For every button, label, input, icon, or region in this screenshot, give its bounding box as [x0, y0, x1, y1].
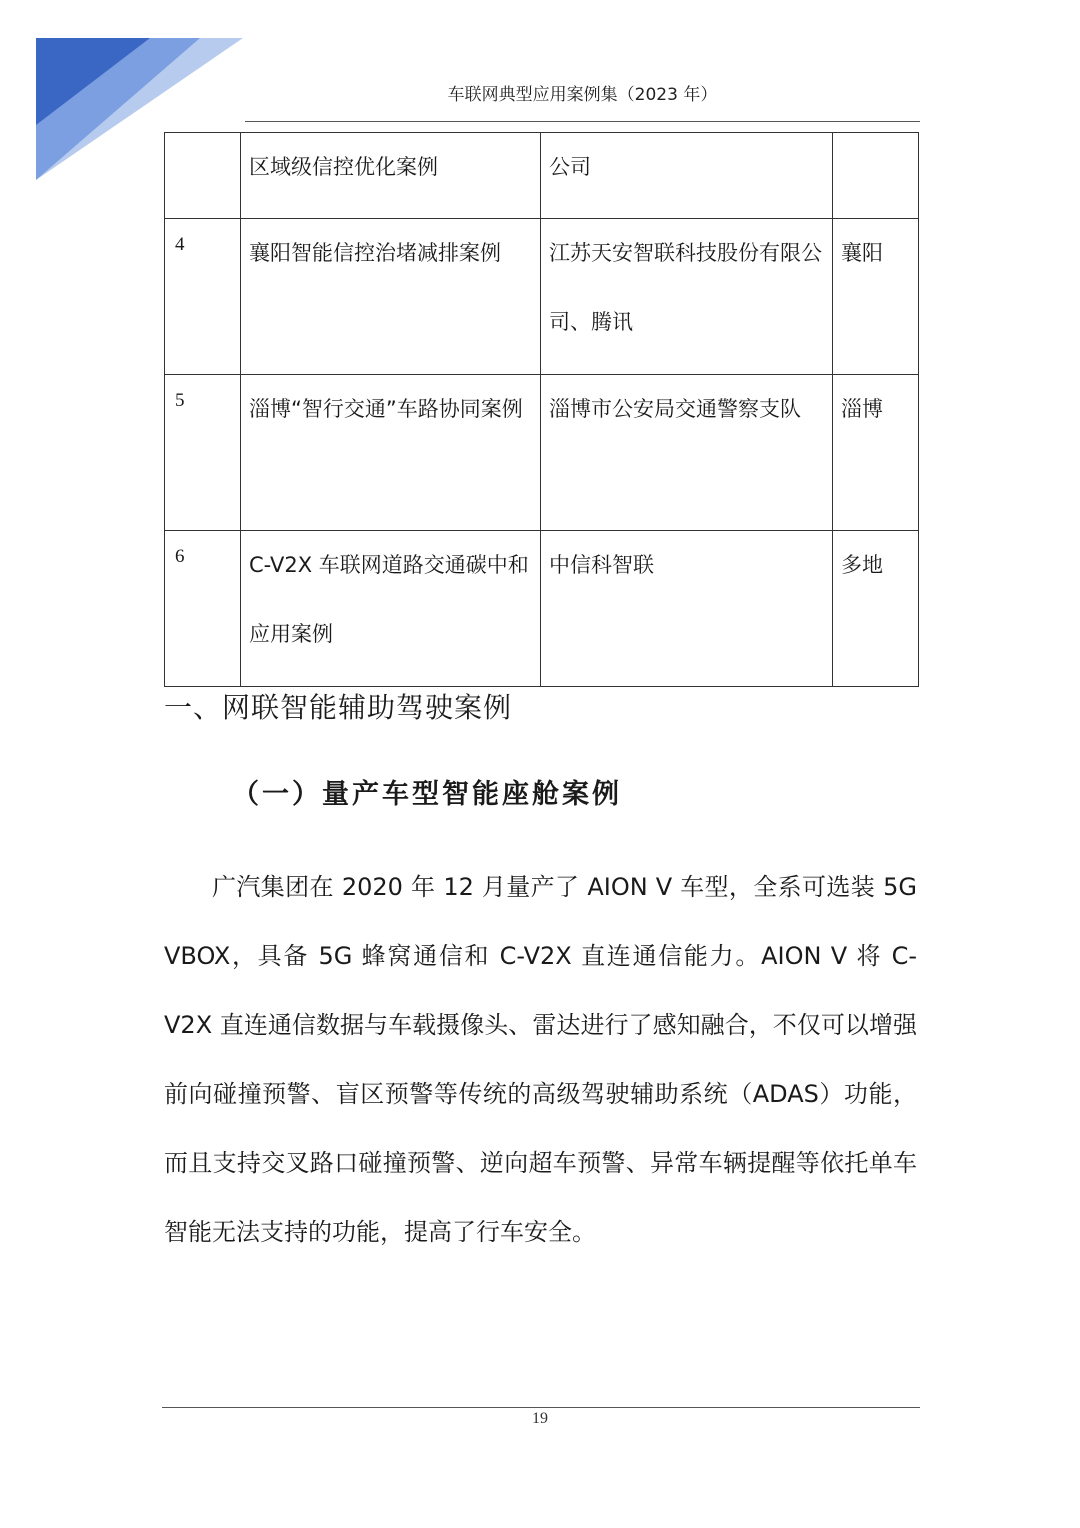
subsection-heading: （一）量产车型智能座舱案例: [232, 779, 622, 810]
case-location: 襄阳: [833, 219, 919, 375]
case-organization: 淄博市公安局交通警察支队: [541, 375, 833, 531]
row-number: 5: [165, 375, 241, 531]
case-name: C-V2X 车联网道路交通碳中和应用案例: [241, 531, 541, 687]
table-row: [165, 133, 919, 219]
case-organization: 公司: [541, 133, 833, 219]
case-location: [833, 133, 919, 219]
case-organization: 中信科智联: [541, 531, 833, 687]
case-organization: 江苏天安智联科技股份有限公司、腾讯: [541, 219, 833, 375]
header-rule: [245, 121, 920, 122]
case-name: 襄阳智能信控治堵减排案例: [241, 219, 541, 375]
case-location: 淄博: [833, 375, 919, 531]
body-paragraph: 广汽集团在 2020 年 12 月量产了 AION V 车型，全系可选装 5G VBOX，具备 5G 蜂窝通信和 C-V2X 直连通信能力。AION V 将 C-V2X 直连通信数据与车载摄像头、雷达进行了感知融合，不仅可以增强前向碰撞预警、盲区预警等传统的高级驾驶辅助系统（ADAS）功能，而且支持交叉路口碰撞预警、逆向超车预警、异常车辆提醒等依托单车智能无法支持的功能，提高了行车安全。: [164, 873, 917, 1246]
table-row: [165, 219, 919, 375]
case-name: 区域级信控优化案例: [241, 133, 541, 219]
row-number: [165, 133, 241, 219]
footer-rule: [162, 1407, 920, 1408]
table-row: [165, 375, 919, 531]
section-heading: 一、网联智能辅助驾驶案例: [164, 691, 513, 724]
running-header-title: 车联网典型应用案例集（2023 年）: [447, 85, 718, 105]
case-location: 多地: [833, 531, 919, 687]
case-table: [164, 132, 919, 687]
row-number: 6: [165, 531, 241, 687]
page-number: 19: [532, 1410, 548, 1427]
row-number: 4: [165, 219, 241, 375]
table-row: [165, 531, 919, 687]
case-name: 淄博“智行交通”车路协同案例: [241, 375, 541, 531]
